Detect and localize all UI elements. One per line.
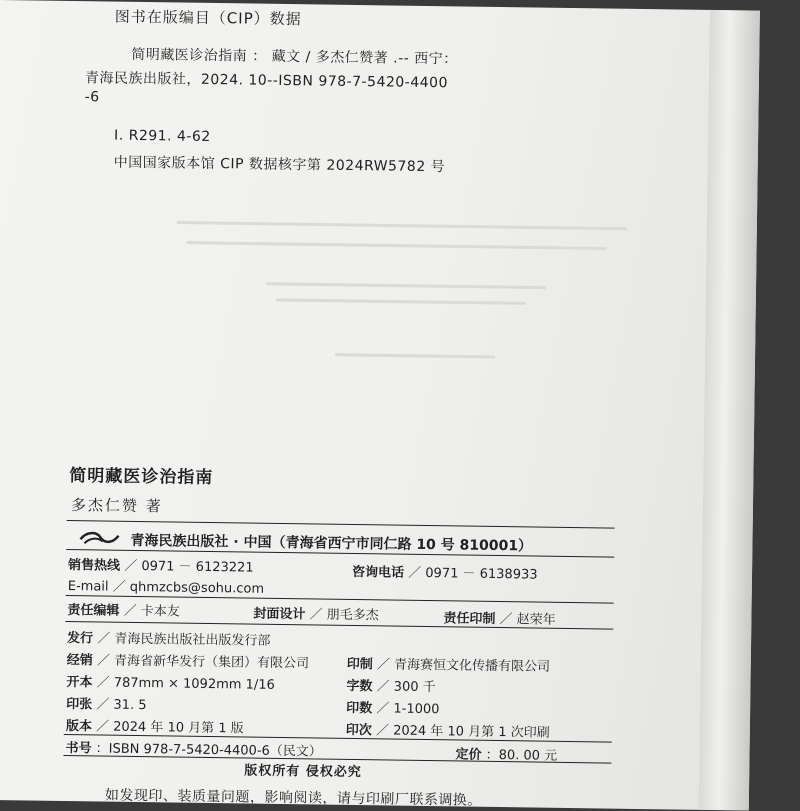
word-count — [346, 675, 435, 695]
distribution-label: 发行 — [66, 630, 94, 647]
print-value: ／ 赵荣年 — [499, 612, 556, 628]
editor — [67, 599, 180, 620]
cover-designer — [253, 603, 379, 624]
edition-label: 版本 — [65, 718, 92, 735]
cip-line-3: -6 — [84, 89, 100, 106]
printer-label: 印制 — [346, 656, 373, 673]
editor-label: 责任编辑 — [67, 603, 120, 619]
sales-value: ／ 0971 － 6123221 — [124, 558, 254, 576]
price-value: ：80. 00 元 — [485, 747, 558, 764]
consult-label: 咨询电话 — [351, 564, 405, 581]
consult-phone — [352, 561, 538, 583]
printer-value: ／ 青海赛恒文化传播有限公司 — [376, 657, 551, 675]
isbn-value: ：ISBN 978-7-5420-4400-6（民文） — [95, 741, 322, 760]
dealer — [67, 649, 310, 671]
words-label: 字数 — [346, 678, 373, 695]
editor-value: ／ 卡本友 — [123, 603, 180, 620]
distribution — [67, 627, 271, 649]
words-value: ／ 300 千 — [376, 679, 436, 696]
bleed-through-watermark — [165, 202, 647, 389]
dealer-value: ／ 青海省新华发行（集团）有限公司 — [96, 653, 310, 672]
price-label: 定价 — [455, 747, 482, 763]
cip-line-1: 简明藏医诊治指南 ： 藏文 / 多杰仁赞著 .-- 西宁： — [131, 46, 458, 68]
cip-heading: 图书在版编目（CIP）数据 — [114, 7, 302, 29]
print-run — [346, 697, 440, 717]
cover-label: 封面设计 — [253, 606, 306, 623]
cip-line-4: Ⅰ. R291. 4-62 — [114, 127, 211, 145]
consult-value: ／ 0971 － 6138933 — [408, 565, 538, 583]
sheets-value: ／ 31. 5 — [96, 697, 147, 714]
divider — [67, 520, 615, 529]
page-edge — [699, 10, 760, 811]
cip-line-2: 青海民族出版社，2024. 10--ISBN 978-7-5420-4400 — [84, 70, 449, 92]
copies-value: ／ 1-1000 — [376, 701, 440, 718]
print-supervisor — [443, 607, 556, 628]
isbn-label: 书号 — [65, 740, 92, 757]
cover-value: ／ 朋毛多杰 — [309, 607, 379, 624]
format-label: 开本 — [66, 674, 93, 691]
sheets — [66, 693, 147, 713]
distribution-value: ／ 青海民族出版社出版发行部 — [97, 631, 271, 649]
publisher-logo-icon — [78, 529, 120, 548]
email: E-mail ／ qhmzcbs@sohu.com — [67, 579, 265, 597]
print-label: 责任印制 — [443, 611, 496, 627]
copies-label: 印数 — [346, 700, 373, 717]
sales-hotline — [68, 554, 254, 576]
dealer-label: 经销 — [66, 652, 93, 669]
sheets-label: 印张 — [66, 696, 93, 713]
book-title: 简明藏医诊治指南 — [69, 466, 214, 489]
edition — [66, 715, 244, 736]
cip-line-5: 中国国家版本馆 CIP 数据核字第 2024RW5782 号 — [113, 154, 446, 176]
impression-value: ／ 2024 年 10 月第 1 次印刷 — [375, 723, 550, 741]
sales-label: 销售热线 — [68, 558, 121, 574]
format-value: ／ 787mm × 1092mm 1/16 — [96, 675, 275, 693]
edition-value: ／ 2024 年 10 月第 1 版 — [95, 719, 244, 737]
format — [66, 671, 275, 693]
book-author: 多杰仁赞 著 — [70, 496, 163, 516]
impression-label: 印次 — [345, 722, 372, 739]
quality-notice: 如发现印、装质量问题，影响阅读，请与印刷厂联系调换。 — [104, 787, 482, 809]
printer — [347, 653, 551, 675]
publisher-line: 青海民族出版社 · 中国（青海省西宁市同仁路 10 号 810001） — [130, 532, 533, 555]
rights-notice: 版权所有 侵权必究 — [244, 763, 362, 781]
